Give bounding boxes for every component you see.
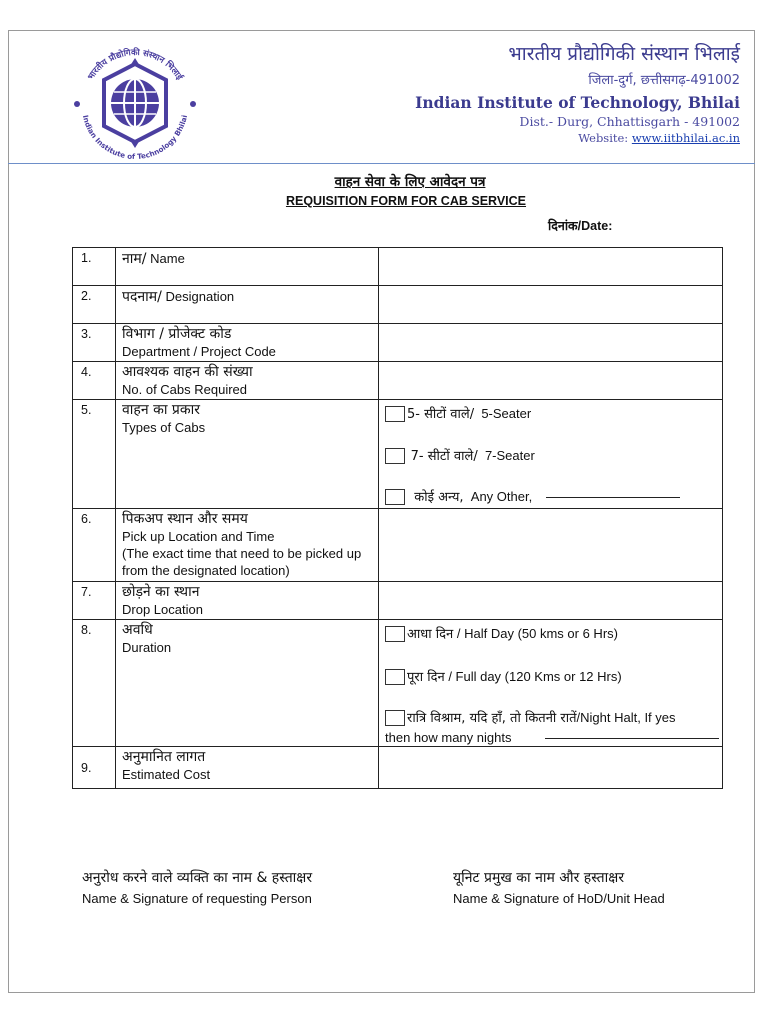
- pickup-field[interactable]: [379, 509, 723, 582]
- label-english: Duration: [122, 640, 172, 655]
- checkbox-7-seater[interactable]: [385, 448, 405, 464]
- signature-label-english: Name & Signature of requesting Person: [82, 891, 312, 906]
- night-halt-continuation: [385, 730, 719, 745]
- option-half-day: [385, 624, 618, 642]
- option-night-halt: [385, 708, 676, 726]
- option-full-day: [385, 667, 622, 685]
- signature-label-english: Name & Signature of HoD/Unit Head: [453, 891, 665, 906]
- table-row: [73, 400, 723, 509]
- label-hindi: पिकअप स्थान और समय: [122, 511, 248, 527]
- option-label-english: /Night Halt, If yes: [576, 710, 676, 725]
- duration-options: [379, 620, 723, 747]
- label-hindi: छोड़ने का स्थान: [122, 584, 200, 600]
- option-label-hindi: रात्रि विश्राम, यदि हाँ, तो कितनी रातें: [407, 711, 577, 726]
- row-label: [116, 324, 379, 362]
- row-label: [116, 248, 379, 286]
- signature-label-hindi: अनुरोध करने वाले व्यक्ति का नाम & हस्ताक्षर: [82, 870, 313, 886]
- checkbox-night-halt[interactable]: [385, 710, 405, 726]
- option-label-hindi: 7- सीटों वाले/: [410, 449, 478, 464]
- row-number: 6.: [73, 509, 116, 582]
- label-english: Types of Cabs: [122, 420, 206, 435]
- label-note: (The exact time that need to be picked up from the designated location): [122, 546, 362, 578]
- label-english: Name: [150, 251, 185, 266]
- label-hindi: पदनाम/: [122, 289, 162, 305]
- option-label-hindi: आधा दिन: [407, 627, 454, 642]
- row-label: [116, 362, 379, 400]
- option-label-english: Any Other,: [470, 489, 533, 504]
- row-label: [116, 747, 379, 789]
- option-7-seater: [385, 446, 535, 464]
- address-english: Dist.- Durg, Chhattisgarh - 491002: [519, 114, 740, 129]
- table-row: [73, 362, 723, 400]
- option-label-english: / Full day (120 Kms or 12 Hrs): [448, 669, 622, 684]
- requester-signature-block: [82, 868, 312, 906]
- date-label: दिनांक/Date:: [548, 219, 613, 233]
- drop-field[interactable]: [379, 582, 723, 620]
- table-row: [73, 324, 723, 362]
- label-english: No. of Cabs Required: [122, 382, 248, 397]
- table-row: [73, 582, 723, 620]
- designation-field[interactable]: [379, 286, 723, 324]
- label-hindi: अवधि: [122, 622, 153, 638]
- form-title-hindi: वाहन सेवा के लिए आवेदन पत्र: [334, 174, 486, 190]
- option-label-english: / Half Day (50 kms or 6 Hrs): [456, 626, 618, 641]
- name-field[interactable]: [379, 248, 723, 286]
- option-label-hindi: पूरा दिन: [407, 670, 445, 685]
- table-row: [73, 509, 723, 582]
- svg-text:Indian Institute of Technology: Indian Institute of Technology Bhilai: [80, 114, 190, 162]
- website-label: Website:: [578, 131, 629, 145]
- institute-name-english: Indian Institute of Technology, Bhilai: [415, 93, 740, 112]
- row-label: [116, 620, 379, 747]
- label-hindi: विभाग / प्रोजेक्ट कोड: [122, 326, 232, 342]
- row-number: 9.: [73, 747, 116, 789]
- row-number: 8.: [73, 620, 116, 747]
- table-row: [73, 286, 723, 324]
- option-label-hindi: 5- सीटों वाले/: [407, 407, 475, 422]
- option-label-english: then how many nights: [385, 730, 512, 745]
- svg-text:भारतीय प्रौद्योगिकी संस्थान भि: भारतीय प्रौद्योगिकी संस्थान भिलाई: [86, 47, 184, 82]
- signature-label-hindi: यूनिट प्रमुख का नाम और हस्ताक्षर: [453, 870, 625, 886]
- label-english: Designation: [165, 289, 235, 304]
- option-5-seater: [385, 404, 531, 422]
- header-divider: [8, 163, 755, 164]
- option-any-other: [385, 487, 680, 505]
- label-hindi: नाम/: [122, 251, 147, 267]
- row-number: 1.: [73, 248, 116, 286]
- cab-type-options: [379, 400, 723, 509]
- checkbox-half-day[interactable]: [385, 626, 405, 642]
- row-label: [116, 509, 379, 582]
- iit-bhilai-logo: [68, 42, 202, 162]
- nights-count-blank[interactable]: [545, 738, 719, 739]
- table-row: [73, 620, 723, 747]
- form-title-english: REQUISITION FORM FOR CAB SERVICE: [285, 194, 527, 208]
- option-label-hindi: कोई अन्य,: [414, 490, 464, 505]
- row-label: [116, 286, 379, 324]
- row-label: [116, 582, 379, 620]
- row-number: 4.: [73, 362, 116, 400]
- cab-count-field[interactable]: [379, 362, 723, 400]
- row-number: 5.: [73, 400, 116, 509]
- label-hindi: आवश्यक वाहन की संख्या: [122, 364, 253, 380]
- institute-name-hindi: भारतीय प्रौद्योगिकी संस्थान भिलाई: [508, 43, 740, 65]
- department-field[interactable]: [379, 324, 723, 362]
- website-link[interactable]: www.iitbhilai.ac.in: [631, 131, 740, 145]
- option-label-english: 7-Seater: [484, 448, 535, 463]
- checkbox-full-day[interactable]: [385, 669, 405, 685]
- checkbox-any-other[interactable]: [385, 489, 405, 505]
- row-number: 2.: [73, 286, 116, 324]
- requisition-table: [72, 247, 723, 789]
- checkbox-5-seater[interactable]: [385, 406, 405, 422]
- row-number: 7.: [73, 582, 116, 620]
- any-other-blank[interactable]: [546, 497, 680, 498]
- label-hindi: वाहन का प्रकार: [122, 402, 200, 418]
- table-row: [73, 248, 723, 286]
- row-number: 3.: [73, 324, 116, 362]
- label-english: Drop Location: [122, 602, 203, 617]
- label-english: Department / Project Code: [122, 344, 276, 359]
- label-hindi: अनुमानित लागत: [122, 749, 206, 765]
- row-label: [116, 400, 379, 509]
- website-line: [578, 131, 740, 145]
- table-row: [73, 747, 723, 789]
- address-hindi: जिला-दुर्ग, छत्तीसगढ़-491002: [588, 73, 740, 88]
- label-english: Pick up Location and Time: [122, 529, 275, 544]
- option-label-english: 5-Seater: [481, 406, 532, 421]
- hod-signature-block: [453, 868, 665, 906]
- estimated-cost-field[interactable]: [379, 747, 723, 789]
- label-english: Estimated Cost: [122, 767, 211, 782]
